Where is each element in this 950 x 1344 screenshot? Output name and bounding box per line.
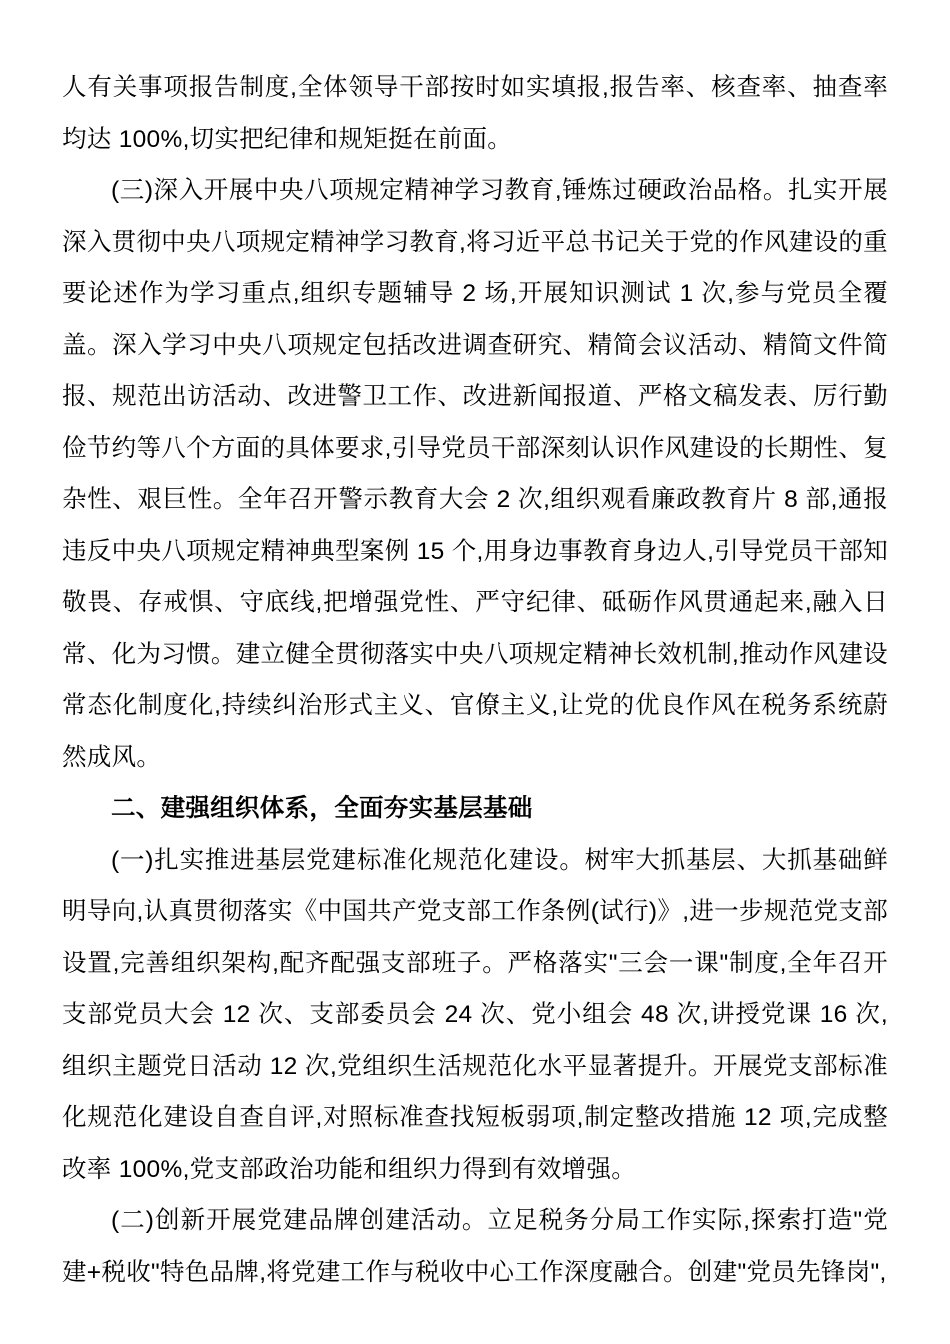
paragraph-section-three: (三)深入开展中央八项规定精神学习教育,锤炼过硬政治品格。扎实开展深入贯彻中央八项规定精神学习教育,将习近平总书记关于党的作风建设的重要论述作为学习重点,组织专题辅导 2 场,开展知识测试 1 次,参与党员全覆盖。深入学习中央八项规定包括改进调查研究、精简会议活动、精简文件简报、规范出访活动、改进警卫工作、改进新闻报道、严格文稿发表、厉行勤俭节约等八个方面的具体要求,引导党员干部深刻认识作风建设的长期性、复杂性、艰巨性。全年召开警示教育大会 2 次,组织观看廉政教育片 8 部,通报违反中央八项规定精神典型案例 15 个,用身边事教育身边人,引导党员干部知敬畏、存戒惧、守底线,把增强党性、严守纪律、砥砺作风贯通起来,融入日常、化为习惯。建立健全贯彻落实中央八项规定精神长效机制,推动作风建设常态化制度化,持续纠治形式主义、官僚主义,让党的优良作风在税务系统蔚然成风。 <box>62 177 888 771</box>
paragraph-subsection-two: (二)创新开展党建品牌创建活动。立足税务分局工作实际,探索打造"党建+税收"特色品牌,将党建工作与税收中心工作深度融合。创建"党员先锋岗", <box>62 1207 888 1286</box>
section-heading-two: 二、建强组织体系，全面夯实基层基础 <box>111 795 533 822</box>
paragraph-continuation: 人有关事项报告制度,全体领导干部按时如实填报,报告率、核查率、抽查率均达 100%,切实把纪律和规矩挺在前面。 <box>62 74 888 153</box>
paragraph-subsection-one: (一)扎实推进基层党建标准化规范化建设。树牢大抓基层、大抓基础鲜明导向,认真贯彻落实《中国共产党支部工作条例(试行)》,进一步规范党支部设置,完善组织架构,配齐配强支部班子。严格落实"三会一课"制度,全年召开支部党员大会 12 次、支部委员会 24 次、党小组会 48 次,讲授党课 16 次,组织主题党日活动 12 次,党组织生活规范化水平显著提升。开展党支部标准化规范化建设自查自评,对照标准查找短板弱项,制定整改措施 12 项,完成整改率 100%,党支部政治功能和组织力得到有效增强。 <box>62 846 888 1183</box>
